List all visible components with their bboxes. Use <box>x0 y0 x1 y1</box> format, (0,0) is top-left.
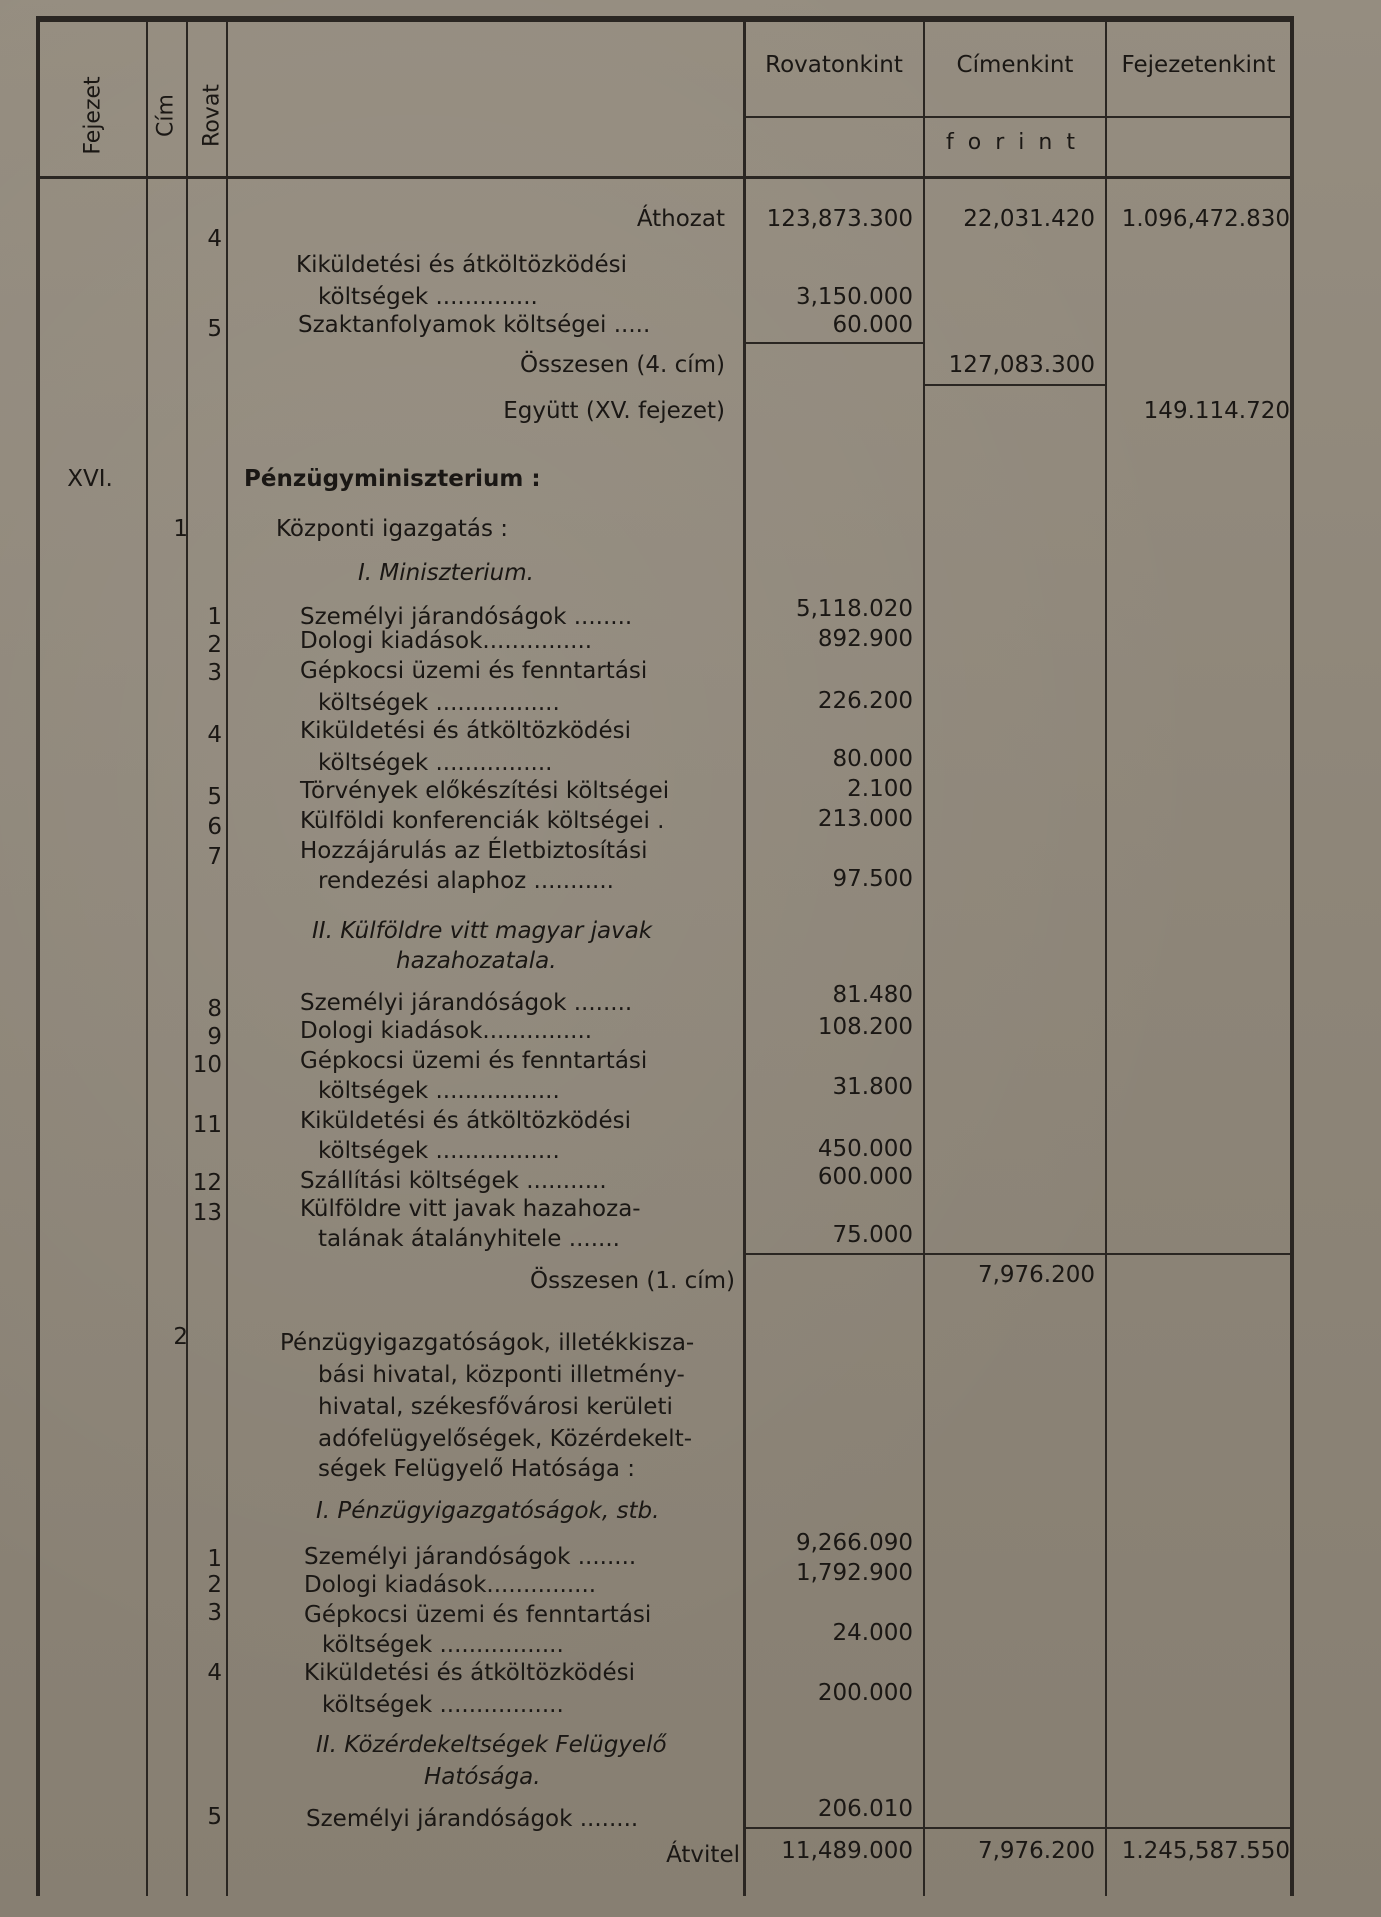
carry-forward-fej: 1.245,587.550 <box>1121 1838 1290 1864</box>
row-athozat-label: Áthozat <box>636 206 725 232</box>
row-label-cont: költségek ................. <box>322 1632 564 1658</box>
row-label: Gépkocsi üzemi és fenntartási <box>300 1048 648 1074</box>
section-title: II. Külföldre vitt magyar javak <box>312 918 653 944</box>
row-amount: 80.000 <box>832 746 913 772</box>
row-label: Gépkocsi üzemi és fenntartási <box>300 658 648 684</box>
rovat-number: 5 <box>207 1804 222 1830</box>
cim-number: 1 <box>173 516 188 542</box>
rovat-number: 12 <box>192 1170 222 1196</box>
row-label: Kiküldetési és átköltözködési <box>300 718 632 744</box>
rovat-number: 1 <box>207 1546 222 1572</box>
row-amount: 5,118.020 <box>795 596 913 622</box>
subtotal-amount: 7,976.200 <box>977 1262 1095 1288</box>
row-amount: 226.200 <box>817 688 913 714</box>
rovat-number: 8 <box>207 996 222 1022</box>
cim-title-line: Pénzügyigazgatóságok, illetékkisza- <box>280 1330 695 1356</box>
cim-title-line: bási hivatal, központi illetmény- <box>318 1362 685 1388</box>
rovat-number: 4 <box>207 226 222 252</box>
row-label-cont: költségek ................. <box>318 690 560 716</box>
chapter-number: XVI. <box>67 466 113 492</box>
cim-title: Központi igazgatás : <box>276 516 509 542</box>
divider-rovatonkint <box>923 22 925 1896</box>
row-label: Kiküldetési és átköltözködési <box>304 1660 636 1686</box>
row-label-cont: költségek .............. <box>318 284 538 310</box>
header-fejezet: Fejezet <box>80 76 106 155</box>
subtotal-label: Összesen (1. cím) <box>530 1268 735 1294</box>
rovat-number: 9 <box>207 1024 222 1050</box>
header-fejezetenkint: Fejezetenkint <box>1121 52 1276 78</box>
row-athozat-fej: 1.096,472.830 <box>1121 206 1290 232</box>
row-amount: 2.100 <box>847 776 913 802</box>
row-label: Szállítási költségek ........... <box>300 1168 607 1194</box>
chapter-total-label: Együtt (XV. fejezet) <box>503 398 725 424</box>
rovat-number: 2 <box>207 632 222 658</box>
rovat-number: 11 <box>192 1112 222 1138</box>
row-label: Kiküldetési és átköltözködési <box>300 1108 632 1134</box>
rovat-number: 3 <box>207 1600 222 1626</box>
row-athozat-rov: 123,873.300 <box>766 206 913 232</box>
row-amount: 24.000 <box>832 1620 913 1646</box>
rovat-number: 4 <box>207 1660 222 1686</box>
cim-number: 2 <box>173 1324 188 1350</box>
table-right-border <box>1290 16 1294 1896</box>
carry-rule <box>745 1827 1290 1829</box>
row-amount: 81.480 <box>832 982 913 1008</box>
row-amount: 108.200 <box>817 1014 913 1040</box>
row-label-cont: rendezési alaphoz ........... <box>318 868 614 894</box>
row-amount: 3,150.000 <box>795 284 913 310</box>
subtotal-amount: 127,083.300 <box>948 352 1095 378</box>
chapter-title: Pénzügyminiszterium : <box>244 466 541 492</box>
row-label-cont: költségek ................. <box>322 1692 564 1718</box>
rovat-number: 5 <box>207 784 222 810</box>
rovat-number: 2 <box>207 1572 222 1598</box>
divider-cimenkint <box>1105 22 1107 1896</box>
subtotal-rule-1 <box>745 342 923 344</box>
section-title-cont: Hatósága. <box>424 1764 541 1790</box>
row-label: Dologi kiadások............... <box>300 628 593 654</box>
row-amount: 97.500 <box>832 866 913 892</box>
row-label: Külföldre vitt javak hazahoza- <box>300 1196 641 1222</box>
row-label: Személyi járandóságok ........ <box>300 990 633 1016</box>
row-amount: 600.000 <box>817 1164 913 1190</box>
rovat-number: 6 <box>207 814 222 840</box>
header-bottom-rule <box>40 176 1290 179</box>
row-amount: 200.000 <box>817 1680 913 1706</box>
row-amount: 892.900 <box>817 626 913 652</box>
row-label: Hozzájárulás az Életbiztosítási <box>300 838 648 864</box>
subtotal-rule-2 <box>925 384 1105 386</box>
row-label: Törvények előkészítési költségei <box>300 778 670 804</box>
section-title-cont: hazahozatala. <box>396 948 557 974</box>
rovat-number: 4 <box>207 722 222 748</box>
row-label: Dologi kiadások............... <box>300 1018 593 1044</box>
section-title: II. Közérdekeltségek Felügyelő <box>316 1732 667 1758</box>
carry-forward-rov: 11,489.000 <box>781 1838 913 1864</box>
row-amount: 206.010 <box>817 1796 913 1822</box>
row-label: Kiküldetési és átköltözködési <box>296 252 628 278</box>
rovat-number: 5 <box>207 316 222 342</box>
row-label-cont: költségek ................. <box>318 1138 560 1164</box>
header-cim: Cím <box>153 94 179 137</box>
row-amount: 75.000 <box>832 1222 913 1248</box>
subtotal-label: Összesen (4. cím) <box>520 352 725 378</box>
row-amount: 9,266.090 <box>795 1530 913 1556</box>
rovat-number: 3 <box>207 660 222 686</box>
header-cimenkint: Címenkint <box>956 52 1074 78</box>
rovat-number: 7 <box>207 844 222 870</box>
row-label-cont: költségek ................. <box>318 1078 560 1104</box>
row-label-cont: talának átalányhitele ....... <box>318 1226 620 1252</box>
section-title: I. Miniszterium. <box>358 560 534 586</box>
chapter-total-amount: 149.114.720 <box>1143 398 1290 424</box>
row-label: Gépkocsi üzemi és fenntartási <box>304 1602 652 1628</box>
row-label: Személyi járandóságok ........ <box>304 1544 637 1570</box>
row-athozat-cim: 22,031.420 <box>963 206 1095 232</box>
subtotal-rule-3 <box>745 1253 1290 1255</box>
cim-title-line: ségek Felügyelő Hatósága : <box>318 1456 636 1482</box>
row-label: Személyi járandóságok ........ <box>306 1806 639 1832</box>
rovat-number: 1 <box>207 604 222 630</box>
rovat-number: 13 <box>192 1200 222 1226</box>
unit-top-rule <box>745 116 1290 118</box>
carry-forward-cim: 7,976.200 <box>977 1838 1095 1864</box>
row-label: Dologi kiadások............... <box>304 1572 597 1598</box>
row-label: Külföldi konferenciák költségei . <box>300 808 665 834</box>
section-title: I. Pénzügyigazgatóságok, stb. <box>316 1498 660 1524</box>
header-rovat: Rovat <box>199 84 225 147</box>
unit-label: forint <box>946 130 1089 155</box>
divider-fejezet <box>146 22 148 1896</box>
cim-title-line: hivatal, székesfővárosi kerületi <box>318 1394 673 1420</box>
row-label: Személyi járandóságok ........ <box>300 604 633 630</box>
cim-title-line: adófelügyelőségek, Közérdekelt- <box>318 1426 693 1452</box>
table-left-border <box>36 16 40 1896</box>
header-rovatonkint: Rovatonkint <box>765 52 903 78</box>
row-amount: 60.000 <box>832 312 913 338</box>
row-label-cont: költségek ................ <box>318 750 553 776</box>
rovat-number: 10 <box>192 1052 222 1078</box>
row-amount: 213.000 <box>817 806 913 832</box>
row-amount: 450.000 <box>817 1136 913 1162</box>
row-label: Szaktanfolyamok költségei ..... <box>298 312 651 338</box>
carry-forward-label: Átvitel <box>666 1842 740 1868</box>
row-amount: 31.800 <box>832 1074 913 1100</box>
divider-rovat <box>226 22 228 1896</box>
row-amount: 1,792.900 <box>795 1560 913 1586</box>
